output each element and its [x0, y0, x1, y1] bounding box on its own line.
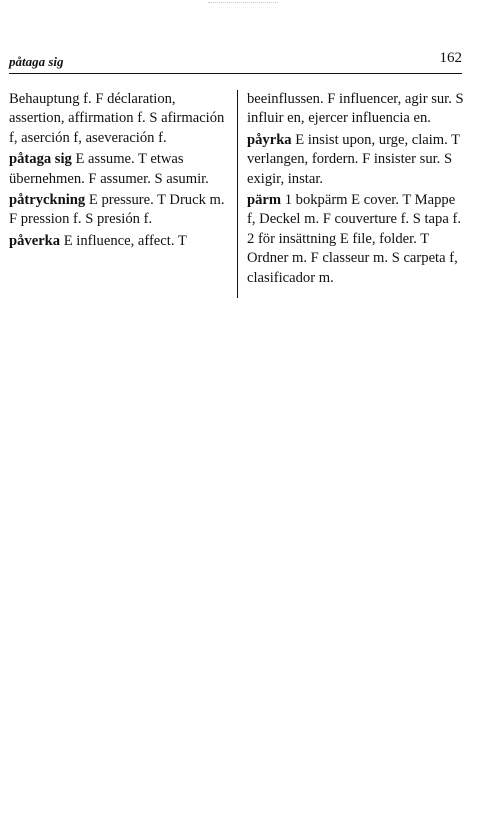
entry-headword: påtryckning [9, 192, 86, 209]
entry-text: E influence, affect. T [60, 232, 187, 249]
entry-text: E pressure. T Druck m. F pression f. S presión f. [9, 192, 225, 228]
entry-text: 1 bokpärm E cover. T Mappe f, Deckel m. F couverture f. S tapa f. 2 för insättning E file, folder. T Ordner m. F classeur m. S carpeta f, clasificador m. [247, 192, 461, 286]
entry-text: E assume. T etwas übernehmen. F assumer. S asumir. [9, 151, 209, 187]
entry-text: E insist upon, urge, claim. T verlangen, fordern. F insister sur. S exigir, instar. [247, 131, 460, 187]
dictionary-entry [9, 191, 229, 230]
column-divider [237, 90, 238, 298]
dictionary-entry [247, 90, 467, 129]
dictionary-entry [9, 232, 229, 251]
page-header [9, 50, 462, 72]
scan-artifact [208, 2, 278, 7]
entry-headword: påyrka [247, 131, 292, 148]
dictionary-entry [9, 150, 229, 189]
dictionary-entry [247, 131, 467, 189]
entry-headword: påtaga sig [9, 151, 72, 168]
entry-text: beeinflussen. F influencer, agir sur. S influir en, ejercer influencia en. [247, 91, 464, 127]
left-column [9, 90, 229, 253]
header-rule [9, 73, 462, 74]
running-head: påtaga sig [9, 54, 64, 69]
dictionary-entry [9, 90, 229, 148]
entry-headword: påverka [9, 232, 61, 249]
entry-text: Behauptung f. F déclaration, assertion, affirmation f. S afirmación f, aserción f, aseveración f. [9, 91, 225, 146]
right-column [247, 90, 467, 290]
entry-headword: pärm [247, 192, 282, 209]
page-number: 162 [439, 50, 462, 66]
dictionary-entry [247, 191, 467, 288]
